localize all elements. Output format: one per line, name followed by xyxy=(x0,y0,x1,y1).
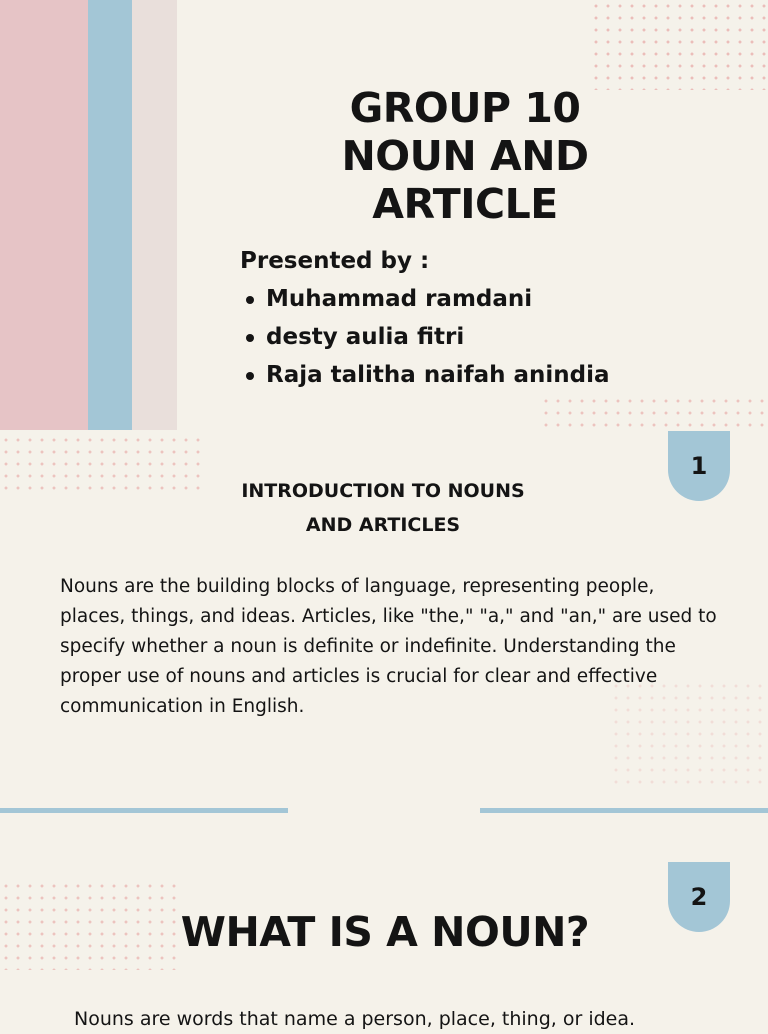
presenters-label: Presented by : xyxy=(240,248,430,274)
presenter-item: Muhammad ramdani xyxy=(240,280,610,318)
page-number-tab xyxy=(668,862,730,932)
section-divider-right xyxy=(480,808,768,813)
presenters-block xyxy=(240,242,610,394)
intro-paragraph: Nouns are the building blocks of language, representing people, places, things, and ideas. Articles, like "the," "a," and "an," are used to specify whether a noun is definite or indefinite. Understanding the proper use of nouns and articles is crucial for clear and effective communication in English. xyxy=(60,576,717,717)
title-line-2: NOUN AND ARTICLE xyxy=(341,132,589,228)
slide-title xyxy=(265,84,665,228)
section-heading-noun: WHAT IS A NOUN? xyxy=(180,908,590,956)
page-number-tab xyxy=(668,431,730,501)
section-heading-intro xyxy=(228,474,538,542)
presenter-item: Raja talitha naifah anindia xyxy=(240,356,610,394)
decor-dots-top-right xyxy=(590,0,768,90)
decor-dots-right xyxy=(540,395,768,435)
page-number: 2 xyxy=(690,883,708,911)
decor-dots-bottom-left xyxy=(0,880,180,970)
decor-stripe-blue xyxy=(88,0,132,430)
noun-paragraph: Nouns are words that name a person, place, thing, or idea. xyxy=(74,1008,636,1030)
intro-heading-line-1: INTRODUCTION TO NOUNS xyxy=(241,480,525,502)
decor-stripe-beige xyxy=(132,0,177,430)
intro-heading-line-2: AND ARTICLES xyxy=(305,514,461,536)
decor-stripe-pink xyxy=(0,0,88,430)
page-number: 1 xyxy=(690,452,708,480)
decor-dots-left xyxy=(0,434,200,494)
presenters-list xyxy=(240,280,610,394)
presenter-item: desty aulia fitri xyxy=(240,318,610,356)
title-line-1: GROUP 10 xyxy=(349,84,581,132)
section-divider-left xyxy=(0,808,288,813)
